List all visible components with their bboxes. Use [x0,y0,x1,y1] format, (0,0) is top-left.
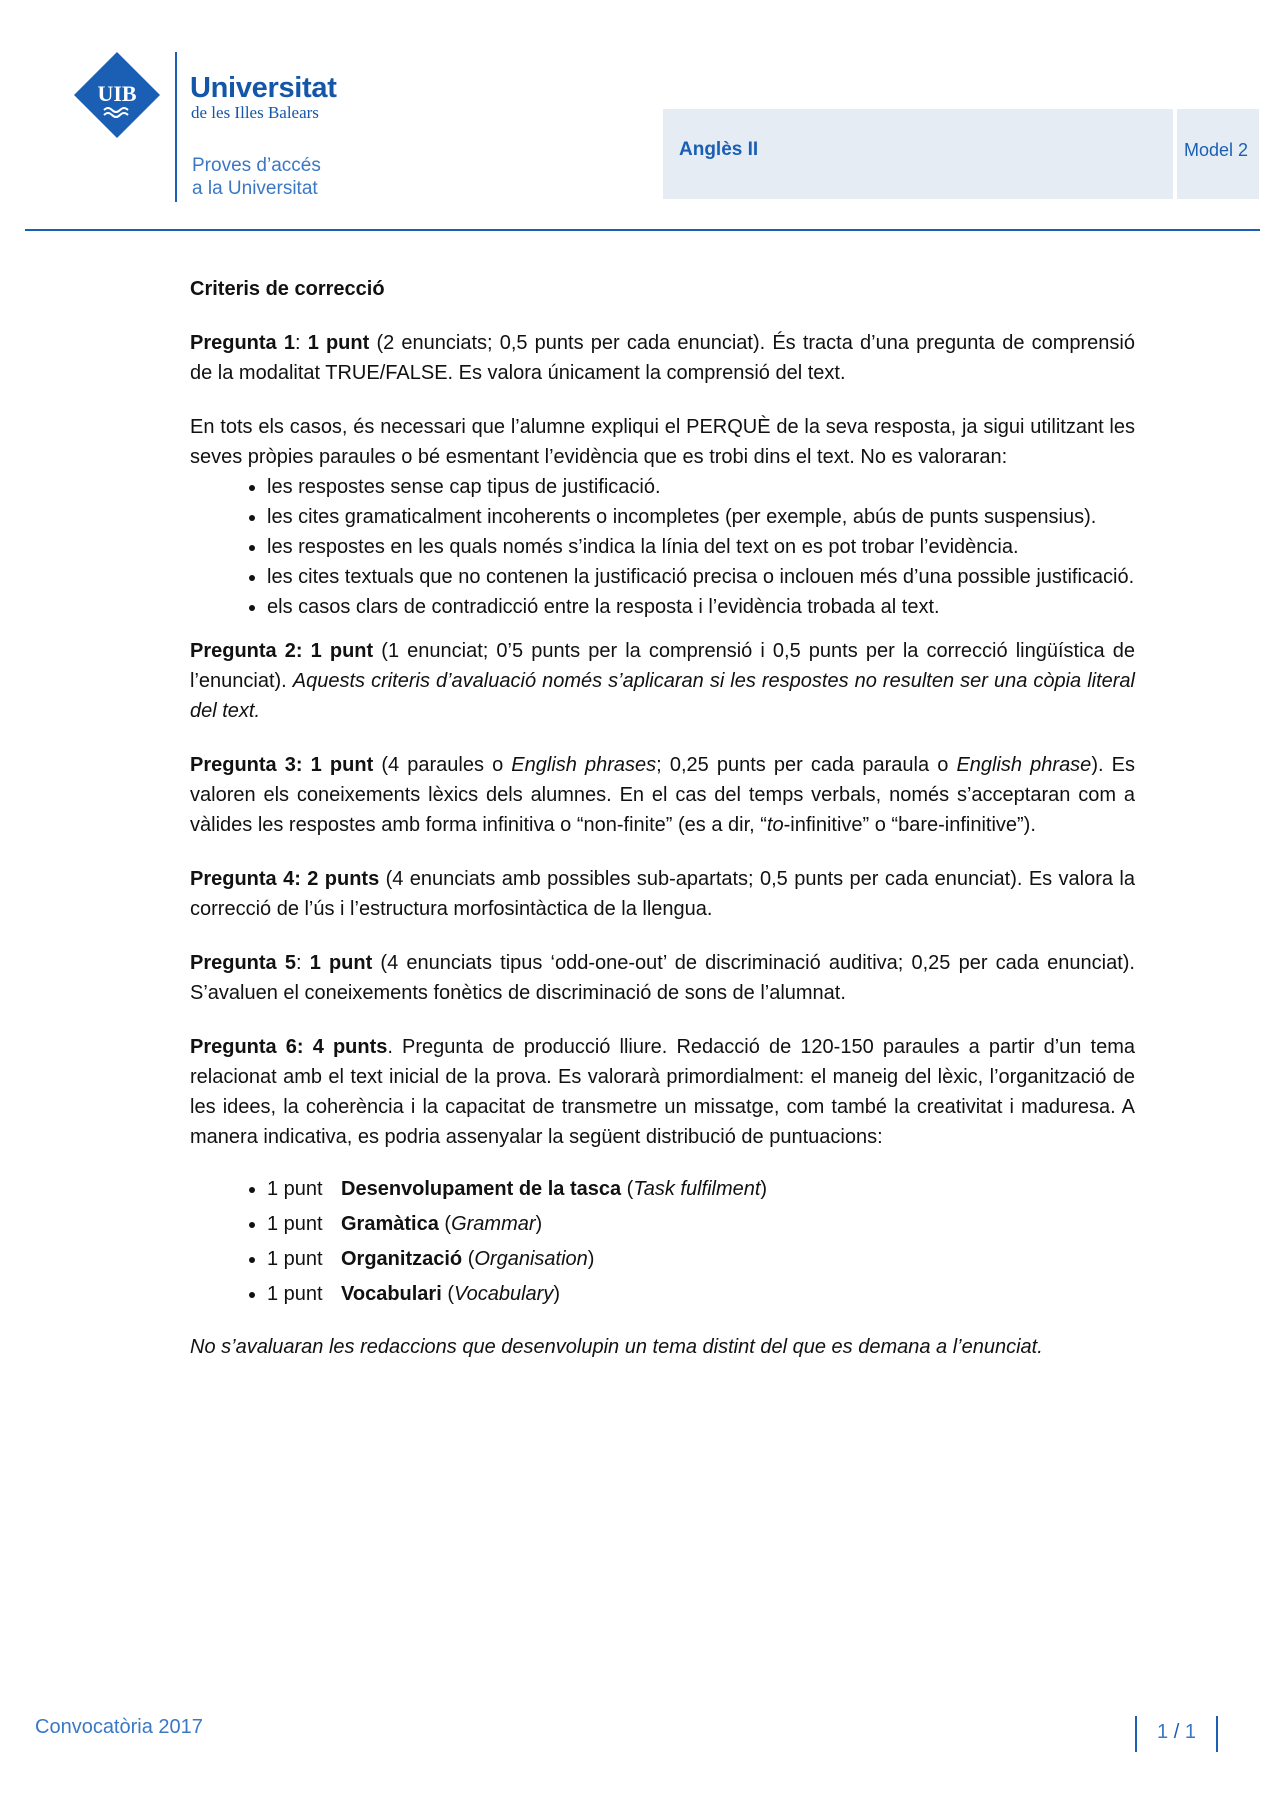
q1-sep: : [294,332,308,354]
question-2 [190,636,1135,726]
question-5 [190,948,1135,1008]
score-open: ( [441,1283,454,1305]
proves-line-2: a la Universitat [192,178,318,199]
list-item [267,1277,1135,1312]
subject-title: Anglès II [679,139,759,160]
score-points: 1 punt [267,1248,323,1270]
page-separator: / [1173,1721,1180,1743]
page-total: 1 [1184,1721,1196,1743]
score-criterion: Gramàtica [341,1213,439,1235]
q2-text: (1 enunciat; 0’5 punts per la comprensió i 0,5 punts per la correcció lingüística de l’enunciat). [190,640,1135,692]
score-criterion: Organització [341,1248,463,1270]
q3-text-1: (4 paraules o [373,754,512,776]
q5-points: 1 punt [309,952,373,974]
final-note-text: No s’avaluaran les redaccions que desenvolupin un tema distint del que es demana a l’enunciat. [190,1336,1043,1358]
university-subtitle: de les Illes Balears [191,103,319,122]
score-open: ( [621,1178,634,1200]
q5-sep: : [295,952,310,974]
pager-left-bar [1135,1716,1137,1752]
q1-bullet-list [190,472,1135,622]
header-divider [25,229,1260,231]
list-item [267,1172,1135,1207]
q3-text-4: -infinitive” o “bare-infinitive”). [783,814,1036,836]
session-label: Convocatòria 2017 [35,1716,203,1738]
q3-italic-2: English phrase [956,754,1092,776]
list-item: • les respostes en les quals només s’indica la línia del text on es pot trobar l’evidència. [267,532,1135,562]
score-close: ) [587,1248,595,1270]
q6-label: Pregunta 6: 4 punts [190,1036,388,1058]
model-box [1177,109,1259,199]
score-criterion: Vocabulari [341,1283,442,1305]
subject-box [663,109,1173,199]
proves-line-1: Proves d’accés [192,155,321,176]
score-points: 1 punt [267,1283,323,1305]
list-item [267,1207,1135,1242]
q1-points: 1 punt [307,332,370,354]
score-open: ( [438,1213,452,1235]
list-item: • les cites textuals que no contenen la justificació precisa o inclouen més d’una possible justificació. [267,562,1135,592]
university-name: Universitat [190,72,337,104]
q2-italic: Aquests criteris d’avaluació només s’aplicaran si les respostes no resulten ser una còpia literal del text. [190,670,1136,722]
question-1 [190,328,1135,388]
q3-italic-3: to [766,814,784,836]
q2-label: Pregunta 2: 1 punt [190,640,374,662]
question-3 [190,750,1135,840]
q4-label: Pregunta 4: 2 punts [190,868,380,890]
score-close: ) [553,1283,560,1305]
q3-text-3: ). Es valoren els coneixements lèxics dels alumnes. En el cas del temps verbals, només s’acceptaran com a vàlides les respostes amb forma infinitiva o “non-finite” (es a dir, “ [190,754,1135,836]
score-points: 1 punt [267,1178,323,1200]
question-4 [190,864,1135,924]
list-item: • els casos clars de contradicció entre la resposta i l’evidència trobada al text. [267,592,1135,622]
q3-label: Pregunta 3: 1 punt [190,754,374,776]
score-open: ( [462,1248,475,1270]
list-item: • les respostes sense cap tipus de justificació. [267,472,1135,502]
final-note [190,1332,1135,1362]
score-close: ) [535,1213,543,1235]
section-title: Criteris de correcció [190,278,385,300]
score-points: 1 punt [267,1213,323,1235]
list-item [267,1242,1135,1277]
q5-label: Pregunta 5 [190,952,296,974]
score-english: Grammar [451,1213,536,1235]
q1-note: En tots els casos, és necessari que l’alumne expliqui el PERQUÈ de la seva resposta, ja sigui utilitzant les seves pròpies paraules o bé esmentant l’evidència que es trobi dins el text. No es valoraran: [190,416,1135,468]
uib-logo-icon [74,52,160,138]
pager-right-bar [1216,1716,1218,1752]
score-criterion: Desenvolupament de la tasca [341,1178,622,1200]
page-current: 1 [1157,1721,1169,1743]
q6-score-list [190,1172,1135,1312]
logo-text: UIB [97,81,137,106]
q4-text: (4 enunciats amb possibles sub-apartats; 0,5 punts per cada enunciat). Es valora la correcció de l’ús i l’estructura morfosintàctica de la llengua. [190,868,1135,920]
list-item: • les cites gramaticalment incoherents o incompletes (per exemple, abús de punts suspensius). [267,502,1135,532]
logo-divider [175,52,177,202]
score-close: ) [760,1178,768,1200]
q1-text: (2 enunciats; 0,5 punts per cada enunciat). És tracta d’una pregunta de comprensió de la modalitat TRUE/FALSE. Es valora únicament la comprensió del text. [190,332,1135,384]
q3-italic-1: English phrases [511,754,657,776]
proves-label [192,154,321,200]
model-label: Model 2 [1184,140,1249,160]
page-number [1157,1721,1196,1744]
question-6 [190,1032,1135,1152]
q3-text-2: ; 0,25 punts per cada paraula o [656,754,957,776]
score-english: Task fulfilment [633,1178,761,1200]
q5-text: (4 enunciats tipus ‘odd-one-out’ de discriminació auditiva; 0,25 per cada enunciat). S’avaluen el coneixements fonètics de discriminació de sons de l’alumnat. [190,952,1135,1004]
document-body [190,274,1135,1386]
q6-text: . Pregunta de producció lliure. Redacció de 120-150 paraules a partir d’un tema relacionat amb el text inicial de la prova. Es valorarà primordialment: el maneig del lèxic, l’organització de les idees, la coherència i la capacitat de transmetre un missatge, com també la creativitat i maduresa. A manera indicativa, es podria assenyalar la següent distribució de puntuacions: [190,1036,1135,1148]
score-english: Vocabulary [454,1283,554,1305]
score-english: Organisation [474,1248,588,1270]
q1-label: Pregunta 1 [190,332,295,354]
